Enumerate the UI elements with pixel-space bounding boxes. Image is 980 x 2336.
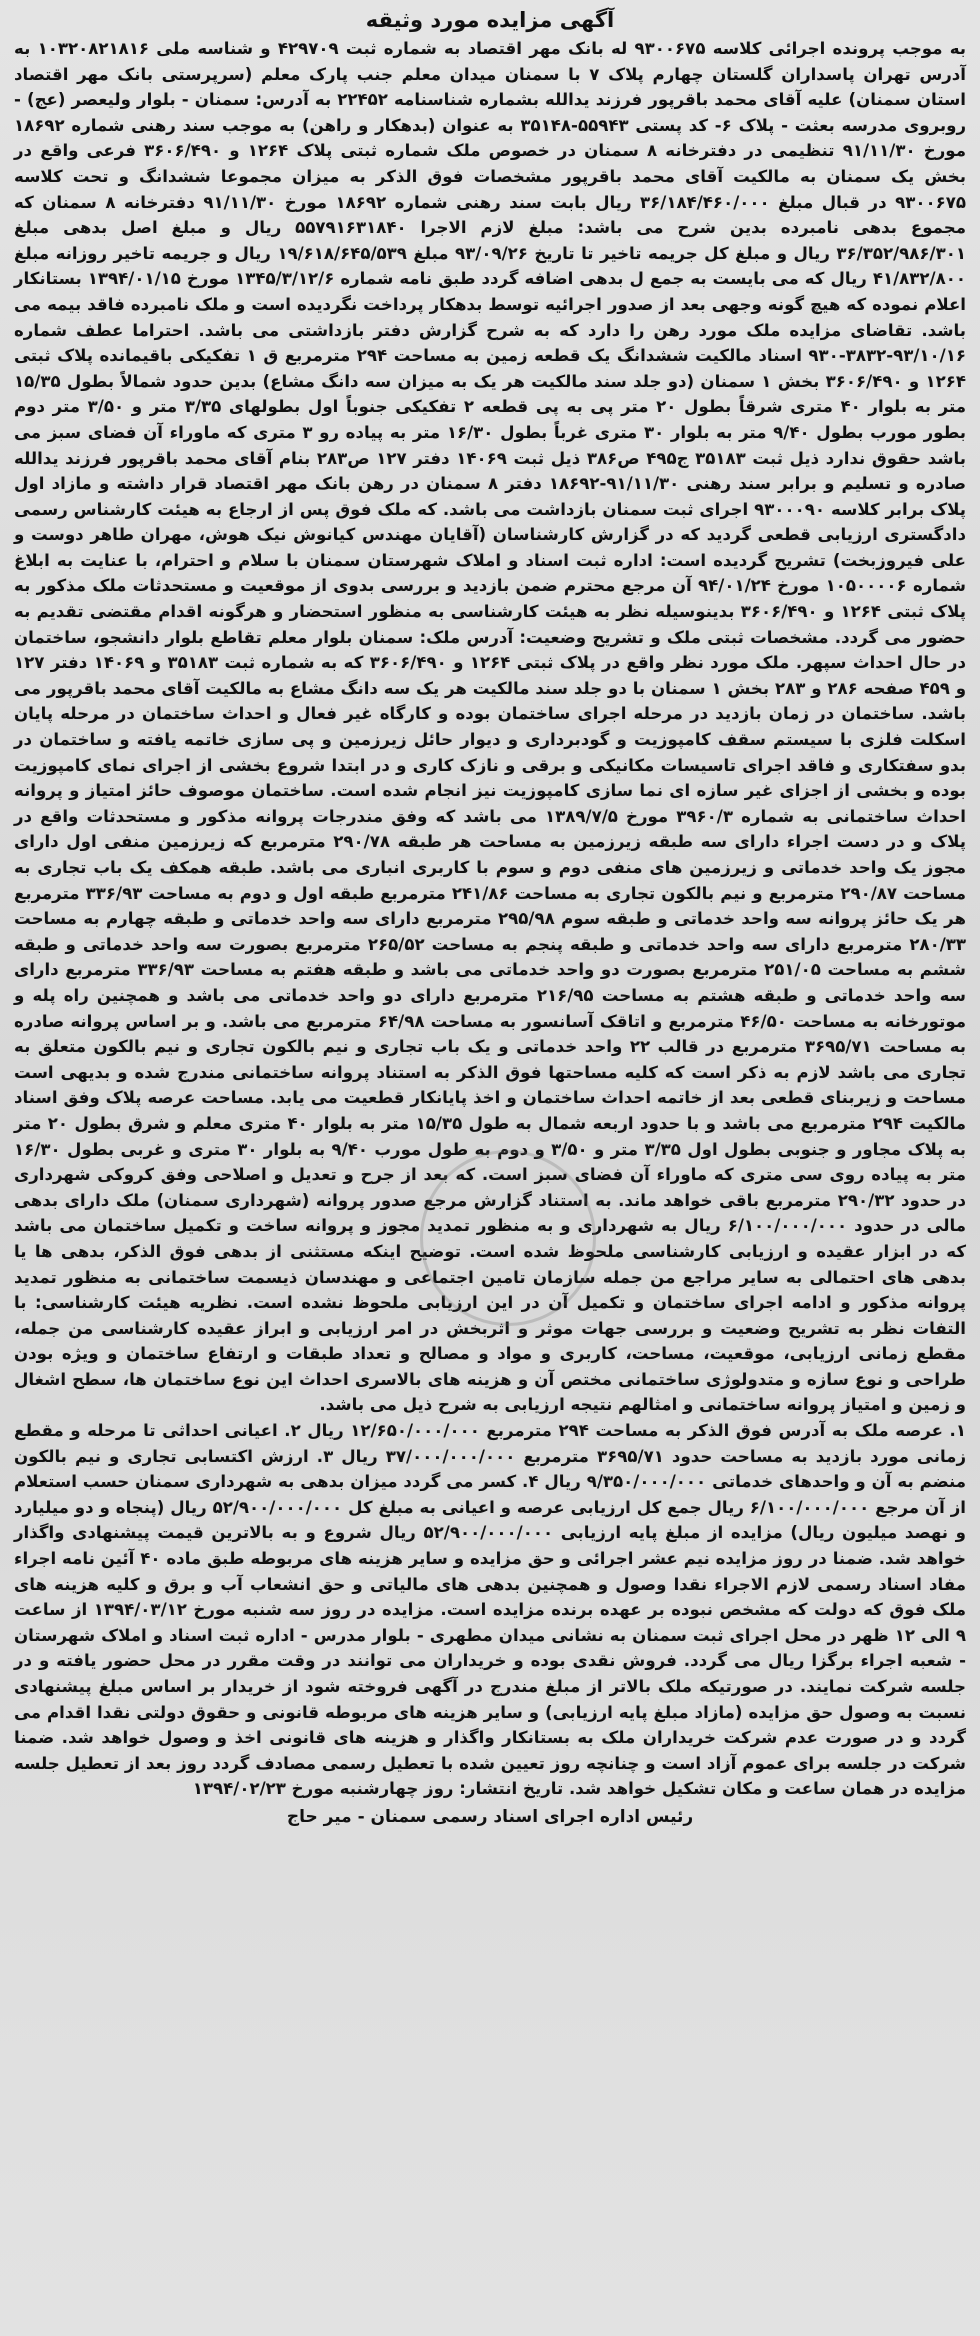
notice-paragraph-main: به موجب پرونده اجرائی کلاسه ۹۳۰۰۶۷۵ له بانک مهر اقتصاد به شماره ثبت ۴۲۹۷۰۹ و شناسه ملی ۱۰۳۲۰۸۲۱۸۱۶ به آدرس تهران پاسداران گلستان چهارم پلاک ۷ با سمنان میدان معلم جنب پارک معلم (سرپرستی بانک مهر اقتصاد استان سمنان) علیه آقای محمد باقرپور فرزند یدالله بشماره شناسنامه ۲۲۴۵۲ به آدرس: سمنان - بلوار ولیعصر (عج) - روبروی مدرسه بعثت - پلاک ۶- کد پستی ۵۵۹۴۳-۳۵۱۴۸ به عنوان (بدهکار و راهن) به موجب سند رهنی شماره ۱۸۶۹۲ مورخ ۹۱/۱۱/۳۰ تنظیمی در دفترخانه ۸ سمنان در خصوص ملک شماره ثبتی پلاک ۱۲۶۴ و ۳۶۰۶/۴۹۰ فرعی واقع در بخش یک سمنان به مالکیت آقای محمد باقرپور مشخصات فوق الذکر به میزان مجموعا ششدانگ و تحت کلاسه ۹۳۰۰۶۷۵ در قبال مبلغ ۳۶/۱۸۴/۴۶۰/۰۰۰ ریال بابت سند رهنی شماره ۱۸۶۹۲ مورخ ۹۱/۱۱/۳۰ دفترخانه ۸ سمنان که مجموع بدهی نامبرده بدین شرح می باشد: مبلغ لازم الاجرا ۵۵۷۹۱۶۳۱۸۴۰ ریال و مبلغ اصل بدهی مبلغ ۳۶/۳۵۲/۹۸۶/۳۰۱ ریال و مبلغ کل جریمه تاخیر تا تاریخ ۹۳/۰۹/۲۶ مبلغ ۱۹/۶۱۸/۶۴۵/۵۳۹ ریال و جریمه تاخیر روزانه مبلغ ۴۱/۸۳۲/۸۰۰ ریال که می بایست به جمع ل بدهی اضافه گردد طبق نامه شماره ۱۳۴۵/۳/۱۲/۶ مورخ ۱۳۹۴/۰۱/۱۵ بستانکار اعلام نموده که هیچ گونه وجهی بعد از صدور اجرائیه توسط بدهکار پرداخت نگردیده است و ملک نامبرده فاقد بیمه می باشد. تقاضای مزایده ملک مورد رهن را دارد که به شرح گزارش دفتر بازداشتی می باشد. احتراما عطف شماره ۹۳/۱۰/۱۶-۳۸۳۲-۹۳۰ اسناد مالکیت ششدانگ یک قطعه زمین به مساحت ۲۹۴ مترمربع ق ۱ تفکیکی باقیمانده پلاک ثبتی ۱۲۶۴ و ۳۶۰۶/۴۹۰ بخش ۱ سمنان (دو جلد سند مالکیت هر یک به میزان سه دانگ مشاع) بدین حدود شمالاً بطول ۱۵/۳۵ متر به بلوار ۴۰ متری شرقاً بطول ۲۰ متر پی به پی قطعه ۲ تفکیکی جنوباً اول بطولهای ۳/۳۵ متر و ۳/۵۰ متر دوم بطور مورب بطول ۹/۴۰ متر به بلوار ۳۰ متری غرباً بطول ۱۶/۳۰ متر به پیاده رو ۳ متری که ماوراء آن فضای سبز می باشد حقوق ندارد ذیل ثبت ۳۵۱۸۳ ج۴۹۵ ص۳۸۶ ذیل ثبت ۱۴۰۶۹ دفتر ۱۲۷ ص۲۸۳ بنام آقای محمد باقرپور فرزند یدالله صادره و تسلیم و برابر سند رهنی ۹۱/۱۱/۳۰-۱۸۶۹۲ دفتر ۸ سمنان در رهن بانک مهر اقتصاد قرار داشته و مازاد اول پلاک برابر کلاسه ۹۳۰۰۰۹۰ اجرای ثبت سمنان بازداشت می باشد. که ملک فوق پس از ارجاع به هیئت کارشناس رسمی دادگستری ارزیابی قطعی گردید که در گزارش کارشناسان (آقایان مهندس کیانوش نیک هوش، مهران طاهر دوست و علی فیروزبخت) تشریح گردیده است: اداره ثبت اسناد و املاک شهرستان سمنان با سلام و احترام، با عنایت به ابلاغ شماره ۱۰۵۰۰۰۰۶ مورخ ۹۴/۰۱/۲۴ آن مرجع محترم ضمن بازدید و بررسی بدوی از موقعیت و مستحدثات ملک مذکور به پلاک ثبتی ۱۲۶۴ و ۳۶۰۶/۴۹۰ بدینوسیله نظر به هیئت کارشناسی به منظور استحضار و هرگونه اقدام مقتضی تقدیم به حضور می گردد. مشخصات ثبتی ملک و تشریح وضعیت: آدرس ملک: سمنان بلوار معلم تقاطع بلوار دانشجو، ساختمان در حال احداث سپهر. ملک مورد نظر واقع در پلاک ثبتی ۱۲۶۴ و ۳۶۰۶/۴۹۰ که به شماره ثبت ۳۵۱۸۳ و ۱۴۰۶۹ دفتر ۱۲۷ و ۴۵۹ صفحه ۲۸۶ و ۲۸۳ بخش ۱ سمنان با دو جلد سند مالکیت هر یک سه دانگ مشاع به مالکیت آقای محمد باقرپور می باشد. ساختمان در زمان بازدید در مرحله اجرای ساختمان بوده و کارگاه غیر فعال و احداث ساختمان در مرحله پایان اسکلت فلزی با سیستم سقف کامپوزیت و گودبرداری و دیوار حائل زیرزمین و پی سازی خاتمه یافته و ساختمان در بدو سفتکاری و فاقد اجرای تاسیسات مکانیکی و برقی و نازک کاری و در ابتدا شروع بخشی از اجرای نمای کامپوزیت بوده و بخشی از اجزای غیر سازه ای نما سازی کامپوزیت نیز انجام شده است. ساختمان موصوف حائز امتیاز و پروانه احداث ساختمانی به شماره ۳۹۶۰/۳ مورخ ۱۳۸۹/۷/۵ می باشد که وفق مندرجات پروانه مذکور و مستحدثات واقع در پلاک و در دست اجراء دارای سه طبقه زیرزمین به مساحت هر طبقه ۲۹۰/۷۸ مترمربع که زیرزمین منفی اول دارای مجوز یک واحد خدماتی و زیرزمین های منفی دوم و سوم با کاربری انباری می باشد. طبقه همکف یک باب تجاری به مساحت ۲۹۰/۸۷ مترمربع و نیم بالکون تجاری به مساحت ۲۴۱/۸۶ مترمربع طبقه اول و دوم به مساحت ۳۳۶/۹۳ مترمربع هر یک حائز پروانه سه واحد خدماتی و طبقه سوم ۲۹۵/۹۸ مترمربع دارای سه واحد خدماتی و طبقه چهارم به مساحت ۲۸۰/۳۳ مترمربع دارای سه واحد خدماتی و طبقه پنجم به مساحت ۲۶۵/۵۲ مترمربع بصورت سه واحد خدماتی و طبقه ششم به مساحت ۲۵۱/۰۵ مترمربع بصورت دو واحد خدماتی می باشد و طبقه هفتم به مساحت ۳۳۶/۹۳ مترمربع دارای سه واحد خدماتی و طبقه هشتم به مساحت ۲۱۶/۹۵ مترمربع دارای دو واحد خدماتی می باشد و همچنین راه پله و موتورخانه به مساحت ۴۶/۵۰ مترمربع و اتاقک آسانسور به مساحت ۶۴/۹۸ مترمربع می باشد. و بر اساس پروانه صادره به مساحت ۳۶۹۵/۷۱ مترمربع در قالب ۲۲ واحد خدماتی و یک باب تجاری و نیم بالکون تجاری و نیم بالکون متعلق به تجاری می باشد لازم به ذکر است که کلیه مساحتها فوق الذکر به استناد پروانه ساختمانی مندرج شده و بدیهی است مساحت و زیربنای قطعی بعد از خاتمه احداث ساختمان و اخذ پایانکار قطعیت می یابد. مساحت عرصه پلاک وفق اسناد مالکیت ۲۹۴ مترمربع می باشد و با حدود اربعه شمال به طول ۱۵/۳۵ متر به بلوار ۴۰ متری معلم و شرق بطول ۲۰ متر به پلاک مجاور و جنوبی بطول اول ۳/۳۵ متر و ۳/۵۰ و دوم به طول مورب ۹/۴۰ به بلوار ۳۰ متری و غربی بطول ۱۶/۳۰ متر به پیاده روی سی متری که ماوراء آن فضای سبز است. که بعد از جرح و تعدیل و اصلاحی وفق کروکی شهرداری در حدود ۲۹۰/۳۲ مترمربع باقی خواهد ماند. به استناد گزارش مرجع صدور پروانه (شهرداری سمنان) ملک دارای بدهی مالی در حدود ۶/۱۰۰/۰۰۰/۰۰۰ ریال به شهرداری و به منظور تمدید مجوز و پروانه ساخت و تکمیل ساختمان می باشد که در ابزار عقیده و ارزیابی کارشناسی ملحوظ شده است. توضیح اینکه مستثنی از بدهی فوق الذکر، بدهی ها یا بدهی های احتمالی به سایر مراجع من جمله سازمان تامین اجتماعی و مهندسان ذیسمت ساختمانی به منظور تمدید پروانه مذکور و ادامه اجرای ساختمان و تکمیل آن در این ارزیابی ملحوظ نشده است. نظریه هیئت کارشناسی: با التفات نظر به تشریح وضعیت و بررسی جهات موثر و اثربخش در امر ارزیابی و ابراز عقیده کارشناسی من جمله، مقطع زمانی ارزیابی، موقعیت، مساحت، کاربری و مواد و مصالح و تعداد طبقات و ارتفاع ساختمان و ویژه بودن طراحی و نوع سازه و متدولوژی ساختمانی مختص آن و هزینه های بالاسری احداث این نوع ساختمان ها، سطح اشغال و زمین و امتیاز پروانه ساختمانی و امثالهم نتیجه ارزیابی به شرح ذیل می باشد. (14, 39, 967, 1415)
notice-body (14, 36, 966, 1802)
notice-signature: رئیس اداره اجرای اسناد رسمی سمنان - میر حاج (286, 1806, 694, 1827)
notice-paragraph-valuation: ۱. عرصه ملک به آدرس فوق الذکر به مساحت ۲۹۴ مترمربع ۱۲/۶۵۰/۰۰۰/۰۰۰ ریال ۲. اعیانی احداثی تا مرحله و مقطع زمانی مورد بازدید به مساحت حدود ۳۶۹۵/۷۱ مترمربع ۳۷/۰۰۰/۰۰۰/۰۰۰ ریال ۳. ارزش اکتسابی تجاری و نیم بالکون منضم به آن و واحدهای خدماتی ۹/۳۵۰/۰۰۰/۰۰۰ ریال ۴. کسر می گردد میزان بدهی به شهرداری سمنان حسب استعلام از آن مرجع ۶/۱۰۰/۰۰۰/۰۰۰ ریال جمع کل ارزیابی عرصه و اعیانی به مبلغ کل ۵۲/۹۰۰/۰۰۰/۰۰۰ ریال (پنجاه و دو میلیارد و نهصد میلیون ریال) مزایده از مبلغ پایه ارزیابی ۵۲/۹۰۰/۰۰۰/۰۰۰ ریال شروع و به بالاترین قیمت پیشنهادی واگذار خواهد شد. ضمنا در روز مزایده نیم عشر اجرائی و حق مزایده و سایر هزینه های مربوطه طبق ماده ۴۰ آئین نامه اجراء مفاد اسناد رسمی لازم الاجراء نقدا وصول و همچنین بدهی های مالیاتی و حق انشعاب آب و برق و کلیه هزینه های ملک فوق که دولت که مشخص نبوده بر عهده برنده مزایده است. مزایده در روز سه شنبه مورخ ۱۳۹۴/۰۳/۱۲ از ساعت ۹ الی ۱۲ ظهر در محل اجرای ثبت سمنان به نشانی میدان مطهری - بلوار مدرس - اداره ثبت اسناد و املاک شهرستان - شعبه اجراء برگزا ریال می گردد. فروش نقدی بوده و خریداران می توانند در وقت مقرر در محل حضور یافته و در جلسه شرکت نمایند. در صورتیکه ملک بالاتر از مبلغ مندرج در آگهی فروخته شود از خریدار بر اساس مبلغ پیشنهادی نسبت به وصول حق مزایده (مازاد مبلغ پایه ارزیابی) و سایر هزینه های مربوطه قانونی و حقوق دولتی نقدا اقدام می گردد و در صورت عدم شرکت خریداران ملک به بستانکار واگذار و هزینه های قانونی اخذ و وصول خواهد شد. ضمنا شرکت در جلسه برای عموم آزاد است و چنانچه روز تعیین شده با تعطیل رسمی مصادف گردد روز بعد از تعطیل جلسه مزایده در همان ساعت و مکان تشکیل خواهد شد. تاریخ انتشار: روز چهارشنبه مورخ ۱۳۹۴/۰۲/۲۳ (14, 1421, 967, 1799)
notice-title: آگهی مزایده مورد وثیقه (365, 8, 615, 32)
